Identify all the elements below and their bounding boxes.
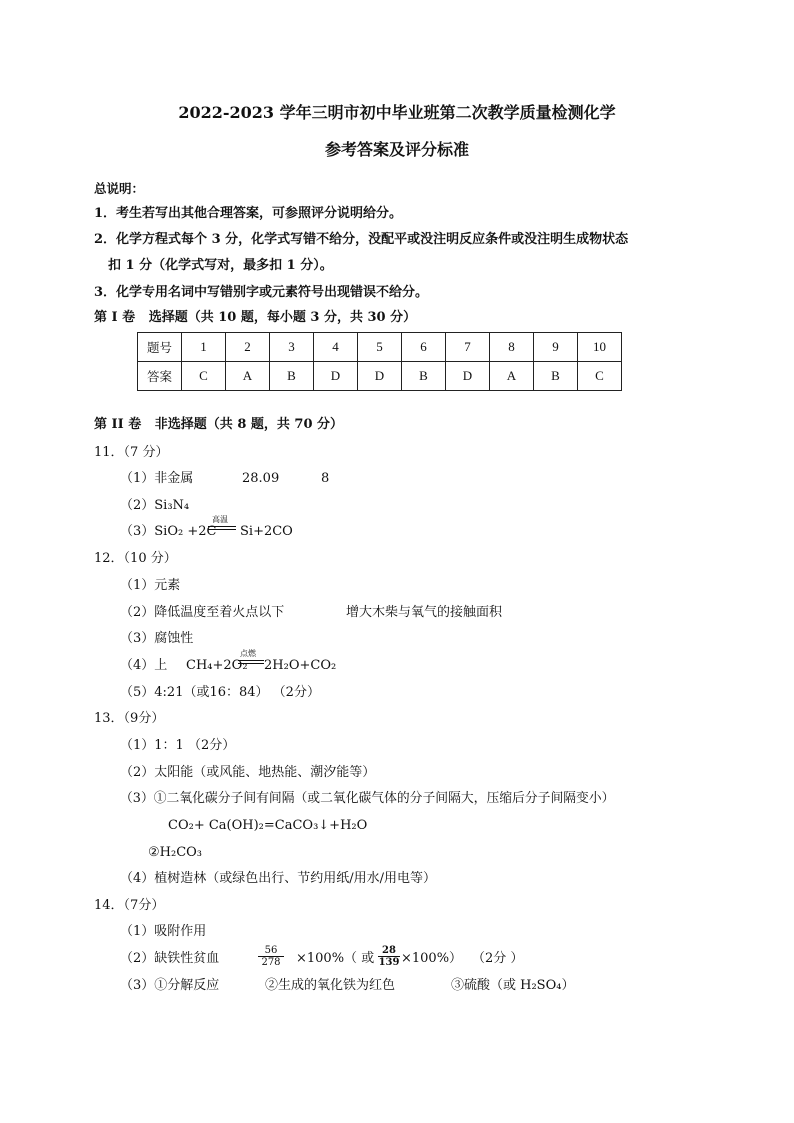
q14-part3c: ③硫酸（或 H₂SO₄） xyxy=(451,978,575,993)
table-cell-number: 10 xyxy=(578,333,622,362)
table-cell-number: 5 xyxy=(358,333,402,362)
q14-fraction-1-denominator: 278 xyxy=(261,957,281,968)
q11-condition: 高温 xyxy=(212,515,228,524)
q13-part3a: （3）①二氧化碳分子间有间隔（或二氧化碳气体的分子间隔大，压缩后分子间隔变小） xyxy=(120,791,615,806)
part1-heading-text: 选择题（共 10 题，每小题 3 分，共 30 分） xyxy=(148,310,417,325)
table-cell-number: 1 xyxy=(182,333,226,362)
q12-part2a: （2）降低温度至着火点以下 xyxy=(120,605,285,620)
table-cell-number: 4 xyxy=(314,333,358,362)
q12-part3: （3）腐蚀性 xyxy=(120,631,194,646)
q13-part1: （1）1：1 （2分） xyxy=(120,738,236,753)
table-cell-number: 7 xyxy=(446,333,490,362)
table-cell-answer: A xyxy=(226,362,270,391)
q12-part2b: 增大木柴与氧气的接触面积 xyxy=(346,605,503,620)
part2-heading-prefix: 第 II 卷 xyxy=(94,417,142,432)
q14-fraction-2-numerator: 28 xyxy=(382,945,396,956)
table-cell-number: 3 xyxy=(270,333,314,362)
q13-heading: 13．（9分） xyxy=(94,711,165,726)
table-cell-answer: D xyxy=(314,362,358,391)
general-rule-2-cont: 扣 1 分（化学式写对，最多扣 1 分）。 xyxy=(108,258,333,273)
q12-part4-label: （4）上 xyxy=(120,658,168,673)
q11-equals-sign xyxy=(208,526,236,530)
table-cell-number: 6 xyxy=(402,333,446,362)
q11-part3-products: Si+2CO xyxy=(240,524,293,539)
q14-part3b: ②生成的氧化铁为红色 xyxy=(265,978,396,993)
q14-heading: 14．（7分） xyxy=(94,898,165,913)
q12-part4-products: 2H₂O+CO₂ xyxy=(264,658,337,673)
page-subtitle: 参考答案及评分标准 xyxy=(324,140,469,159)
part2-heading-text: 非选择题（共 8 题，共 70 分） xyxy=(154,417,344,432)
table-row-numbers xyxy=(138,333,622,362)
table-label-answer: 答案 xyxy=(138,362,182,391)
part1-heading-prefix: 第 I 卷 xyxy=(94,310,136,325)
q11-part1-value1: 28.09 xyxy=(242,471,280,486)
part1-heading xyxy=(94,310,416,326)
table-cell-number: 9 xyxy=(534,333,578,362)
q13-part2: （2）太阳能（或风能、地热能、潮汐能等） xyxy=(120,765,376,780)
table-cell-answer: A xyxy=(490,362,534,391)
q12-part1: （1）元素 xyxy=(120,578,181,593)
q14-part2-score: （2分 ） xyxy=(472,951,524,966)
q11-part2: （2）Si₃N₄ xyxy=(120,498,190,513)
q14-fraction-1-numerator: 56 xyxy=(264,945,278,956)
table-cell-answer: B xyxy=(402,362,446,391)
table-cell-answer: D xyxy=(446,362,490,391)
q14-part2-label: （2）缺铁性贫血 xyxy=(120,951,220,966)
q11-part1: （1）非金属 xyxy=(120,471,194,486)
answer-table xyxy=(137,332,622,391)
q14-fraction-2-denominator: 139 xyxy=(378,957,400,968)
q13-part4: （4）植树造林（或绿色出行、节约用纸/用水/用电等） xyxy=(120,871,437,886)
q14-part2-mid: ×100%（ 或 xyxy=(296,951,375,966)
q12-equals-sign xyxy=(238,660,264,664)
q14-part2-end: ×100%） xyxy=(401,951,463,966)
general-rule-1: 1．考生若写出其他合理答案，可参照评分说明给分。 xyxy=(94,206,403,221)
q13-part3-equation: CO₂+ Ca(OH)₂=CaCO₃↓+H₂O xyxy=(168,818,368,833)
q13-part3c: ②H₂CO₃ xyxy=(148,845,203,860)
q12-heading: 12．（10 分） xyxy=(94,551,177,566)
table-label-number: 题号 xyxy=(138,333,182,362)
part2-heading xyxy=(94,417,343,433)
general-heading: 总说明： xyxy=(94,181,145,196)
page-title: 2022-2023 学年三明市初中毕业班第二次教学质量检测化学 xyxy=(178,103,616,122)
q12-part4-reactants: CH₄+2O₂ xyxy=(186,658,248,673)
table-cell-answer: C xyxy=(578,362,622,391)
table-cell-number: 2 xyxy=(226,333,270,362)
q12-part5: （5）4:21（或16：84） （2分） xyxy=(120,685,320,700)
table-cell-number: 8 xyxy=(490,333,534,362)
general-rule-3: 3．化学专用名词中写错别字或元素符号出现错误不给分。 xyxy=(94,285,429,300)
table-cell-answer: B xyxy=(270,362,314,391)
q14-part1: （1）吸附作用 xyxy=(120,924,207,939)
table-cell-answer: B xyxy=(534,362,578,391)
table-cell-answer: D xyxy=(358,362,402,391)
q11-part1-value2: 8 xyxy=(321,471,330,486)
q14-fraction-1 xyxy=(258,945,284,968)
q14-part3a: （3）①分解反应 xyxy=(120,978,220,993)
q11-heading: 11．（7 分） xyxy=(94,445,169,460)
q14-fraction-2 xyxy=(378,945,400,968)
table-row-answers xyxy=(138,362,622,391)
q11-part3-reactants: （3）SiO₂ +2C xyxy=(120,524,217,539)
q12-condition: 点燃 xyxy=(240,649,256,658)
general-rule-2: 2．化学方程式每个 3 分，化学式写错不给分，没配平或没注明反应条件或没注明生成物状态 xyxy=(94,232,629,247)
table-cell-answer: C xyxy=(182,362,226,391)
